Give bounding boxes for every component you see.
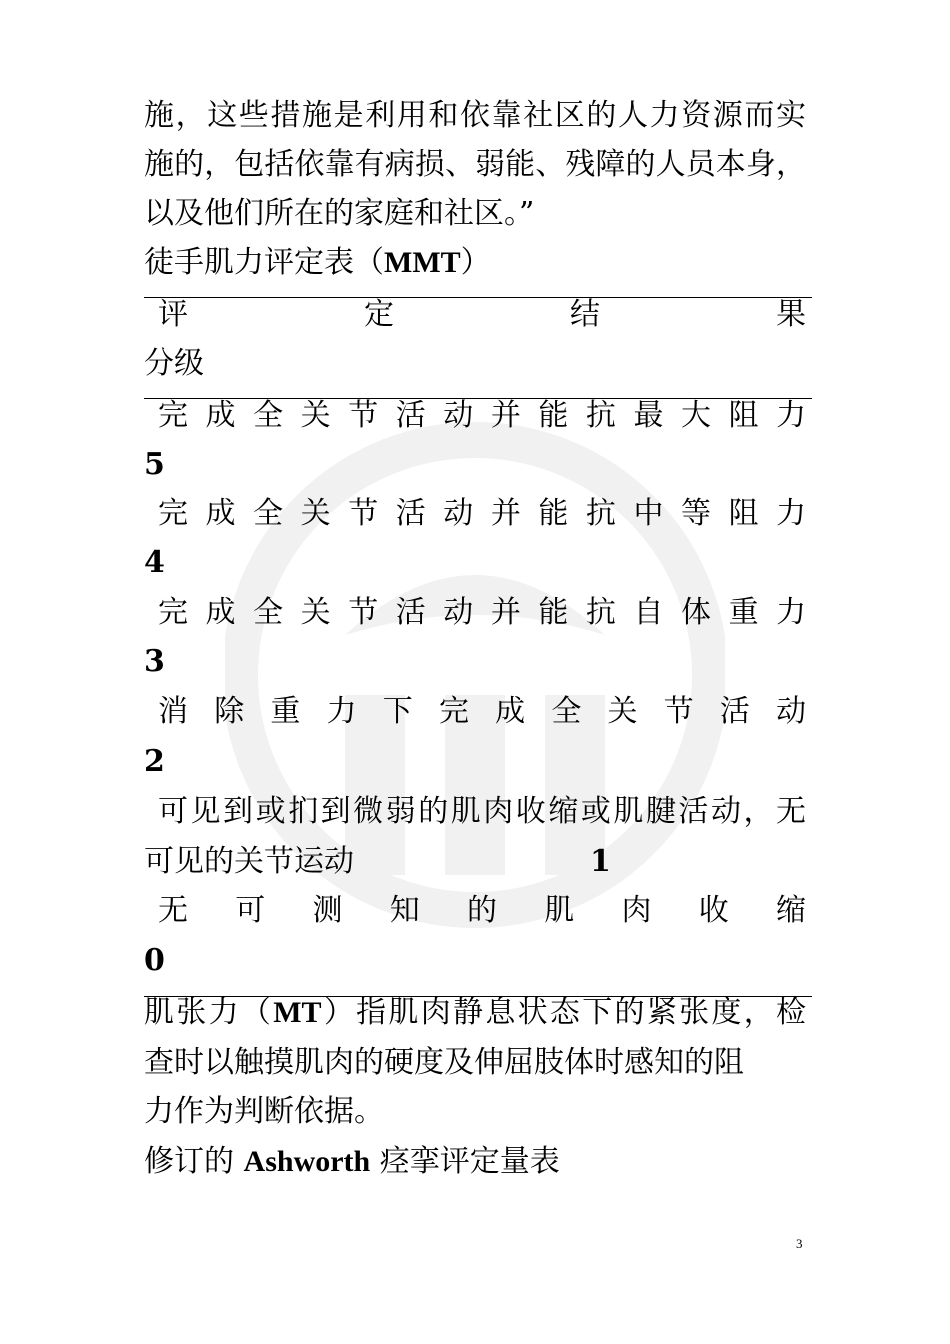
row-char: 动 [776,694,807,729]
row-char: 节 [348,398,383,433]
mt-line-3: 力作为判断依据。 [144,1094,384,1129]
mmt-grade-4: 4 [144,545,165,580]
mmt-row-4 [144,494,806,534]
mmt-title [144,243,806,283]
row-char: 活 [719,694,759,729]
row-char: 消 [158,694,197,729]
row-char: 能 [538,496,573,531]
row-char: 完 [158,398,192,433]
row-char: 关 [300,398,335,433]
mt-line-1 [144,993,806,1033]
row-char: 动 [443,496,478,531]
row-char: 肌 [544,893,594,928]
row-char: 关 [300,496,335,531]
row-char: 动 [443,398,478,433]
row-char: 成 [205,398,240,433]
row-char: 节 [348,595,383,630]
row-char: 关 [300,595,335,630]
row-char: 等 [681,496,716,531]
row-char: 完 [438,694,478,729]
row-char: 全 [253,398,288,433]
mmt-row-1-line-1: 可见到或扪到微弱的肌肉收缩或肌腱活动，无 [158,794,806,829]
mmt-grade-2: 2 [144,744,165,779]
mmt-row-5 [144,396,806,436]
row-char: 知 [389,893,439,928]
ashworth-name: Ashworth [243,1145,371,1178]
mt-line-1-suffix: ）指肌肉静息状态下的紧张度，检 [321,995,807,1030]
row-char: 全 [253,496,288,531]
row-char: 缩 [776,893,806,928]
row-char: 并 [490,496,525,531]
row-char: 节 [663,694,703,729]
row-char: 力 [776,496,807,531]
mmt-grade-5: 5 [144,447,165,482]
intro-line-2: 施的，包括依靠有病损、弱能、残障的人员本身， [144,147,806,182]
row-1-desc: 可见的关节运动 [144,844,354,879]
row-char: 动 [443,595,478,630]
mmt-row-2 [144,692,806,732]
row-char: 最 [633,398,668,433]
page-number: 3 [796,1236,803,1251]
row-char: 下 [382,694,422,729]
mmt-grade-3: 3 [144,644,165,679]
row-char: 阻 [728,496,763,531]
row-char: 完 [158,496,192,531]
row-char: 收 [698,893,748,928]
row-char: 抗 [585,496,620,531]
row-char: 无 [158,893,207,928]
row-char: 重 [270,694,309,729]
row-char: 关 [607,694,646,729]
mmt-title-suffix: ） [460,245,491,280]
intro-line-1: 施，这些措施是利用和依靠社区的人力资源而实 [144,98,806,133]
mt-line-1-prefix: 肌张力（ [144,995,274,1030]
row-char: 活 [395,595,430,630]
row-char: 力 [776,595,807,630]
row-char: 成 [205,496,240,531]
mmt-row-1-line-2 [144,842,806,882]
row-char: 并 [490,398,525,433]
mt-abbr: MT [273,996,322,1029]
row-char: 并 [490,595,525,630]
header-char: 果 [776,297,806,332]
row-char: 全 [253,595,288,630]
header-char: 评 [158,297,272,332]
ashworth-title [144,1142,806,1182]
row-char: 力 [776,398,807,433]
mmt-grade-0: 0 [144,943,165,978]
row-char: 抗 [585,595,620,630]
row-char: 成 [205,595,240,630]
row-char: 测 [312,893,362,928]
row-char: 全 [551,694,590,729]
row-char: 完 [158,595,192,630]
row-char: 自 [633,595,668,630]
mt-line-2: 查时以触摸肌肉的硬度及伸屈肢体时感知的阻 [144,1045,744,1080]
row-char: 除 [214,694,253,729]
row-char: 阻 [728,398,763,433]
row-char: 能 [538,595,573,630]
row-char: 力 [326,694,365,729]
row-char: 重 [728,595,763,630]
row-char: 大 [681,398,716,433]
row-char: 中 [633,496,668,531]
row-char: 节 [348,496,383,531]
row-char: 成 [495,694,534,729]
row-char: 活 [395,398,430,433]
mmt-row-0 [144,891,806,931]
mmt-grade-1: 1 [590,844,611,879]
mmt-header-grade: 分级 [144,346,204,381]
header-char: 结 [570,297,684,332]
row-char: 体 [681,595,716,630]
row-char: 活 [395,496,430,531]
row-char: 能 [538,398,573,433]
mmt-title-abbr: MMT [384,246,461,279]
header-char: 定 [364,297,478,332]
mmt-title-prefix: 徒手肌力评定表（ [144,245,384,280]
mmt-header-row [144,295,806,335]
row-char: 肉 [621,893,671,928]
ashworth-suffix: 痉挛评定量表 [370,1144,560,1179]
row-char: 的 [467,893,516,928]
row-char: 抗 [585,398,620,433]
row-char: 可 [235,893,285,928]
intro-line-3: 以及他们所在的家庭和社区。” [144,196,535,231]
ashworth-prefix: 修订的 [144,1144,244,1179]
mmt-row-3 [144,593,806,633]
